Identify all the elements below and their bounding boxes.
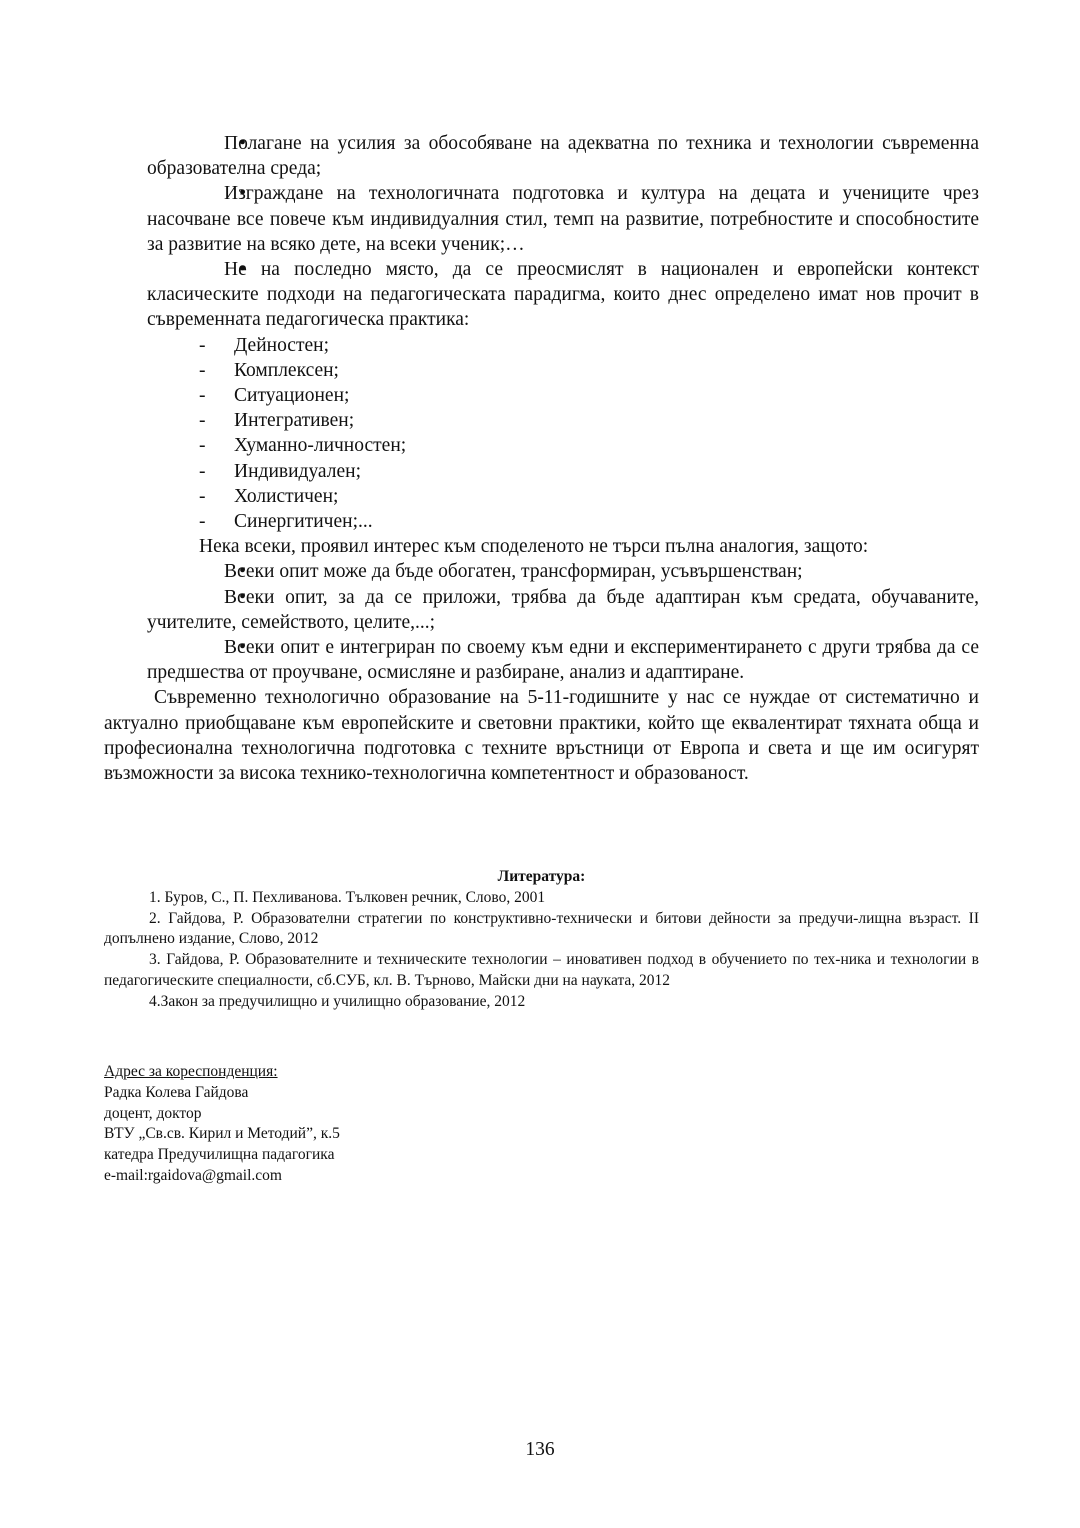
department: катедра Предучилищна падагогика xyxy=(104,1146,335,1164)
approach-list-item xyxy=(104,484,979,509)
author-name: Радка Колева Гайдова xyxy=(104,1083,249,1101)
dash-marker: - xyxy=(199,334,206,356)
bullet-paragraph: • Всеки опит, за да се приложи, трябва да бъде адаптиран към средата, обучаваните, учителите, семейството, целите,...; xyxy=(104,585,979,635)
approach-label: Интегративен; xyxy=(234,410,355,432)
dash-marker: - xyxy=(199,410,206,432)
intro-line: Нека всеки, проявил интерес към споделеното не търси пълна аналогия, защото: xyxy=(199,536,869,558)
bullet-paragraph: • Полагане на усилия за обособяване на адекватна по техника и технологии съвременна образователна среда; xyxy=(104,131,979,181)
approach-list-item xyxy=(104,509,979,534)
reference-item: 2. Гайдова, Р. Образователни стратегии по конструктивно-технически и битови дейности за предучи-лищна възраст. II допълнено издание, Слово, 2012 xyxy=(104,909,979,948)
dash-marker: - xyxy=(199,511,206,533)
approach-label: Хуманно-личностен; xyxy=(234,435,407,457)
main-body xyxy=(104,131,979,786)
approach-list-item xyxy=(104,459,979,484)
bullet-paragraph: • Всеки опит е интегриран по своему към едни и експериментирането с други трябва да се предшества от проучване, осмисляне и разбиране, анализ и адаптиране. xyxy=(104,635,979,685)
dash-marker: - xyxy=(199,385,206,407)
correspondence-address xyxy=(104,1062,340,1187)
page-number: 136 xyxy=(525,1439,555,1460)
dash-marker: - xyxy=(199,460,206,482)
dash-marker: - xyxy=(199,435,206,457)
bullet-paragraph: • Не на последно място, да се преосмислят в национален и европейски контекст класическите подходи на педагогическата парадигма, които днес определено имат нов прочит в съвременната педагогическа практика: xyxy=(104,257,979,333)
approach-label: Синергитичен;... xyxy=(234,511,373,533)
approach-list-item xyxy=(104,383,979,408)
reference-item: 3. Гайдова, Р. Образователните и техническите технологии – иновативен подход в обучението по тех-ника и технологии в педагогическите специалности, сб.СУБ, кл. В. Търново, Майски дни на науката, 2012 xyxy=(104,951,979,989)
approach-list-item xyxy=(104,358,979,383)
approach-label: Индивидуален; xyxy=(234,460,361,482)
reference-item: 4.Закон за предучилищно и училищно образование, 2012 xyxy=(149,992,526,1010)
bullet-paragraph: • Всеки опит може да бъде обогатен, трансформиран, усъвършенстван; xyxy=(104,559,979,584)
approach-list-item xyxy=(104,408,979,433)
approach-label: Комплексен; xyxy=(234,359,339,381)
address-heading: Адрес за кореспонденция: xyxy=(104,1063,278,1080)
approach-label: Ситуационен; xyxy=(234,385,350,407)
conclusion-paragraph: Съвременно технологично образование на 5-11-годишните у нас се нуждае от систематично и актуално приобщаване към европейските и световни практики, който ще еквалентират тяхната обща и професионална технологична подготовка с техните връстници от Европа и света и ще им осигурят възможности за висока технико-технологична компетентност и образованост. xyxy=(104,687,979,785)
approach-label: Холистичен; xyxy=(234,485,339,507)
reference-item: 1. Буров, С., П. Пехливанова. Тълковен речник, Слово, 2001 xyxy=(149,888,546,906)
literature-heading: Литература: xyxy=(497,868,586,885)
approach-list-item xyxy=(104,433,979,458)
approach-label: Дейностен; xyxy=(234,334,329,356)
dash-marker: - xyxy=(199,359,206,381)
email: e-mail:rgaidova@gmail.com xyxy=(104,1166,282,1184)
university: ВТУ „Св.св. Кирил и Методий”, к.5 xyxy=(104,1125,340,1143)
approach-list-item xyxy=(104,333,979,358)
dash-marker: - xyxy=(199,485,206,507)
bullet-paragraph: • Изграждане на технологичната подготовка и култура на децата и учениците чрез насочване все повече към индивидуалния стил, темп на развитие, потребностите и способностите за развитие на всяко дете, на всеки ученик;… xyxy=(104,181,979,257)
author-title: доцент, доктор xyxy=(104,1104,202,1122)
literature-section xyxy=(104,867,979,1013)
